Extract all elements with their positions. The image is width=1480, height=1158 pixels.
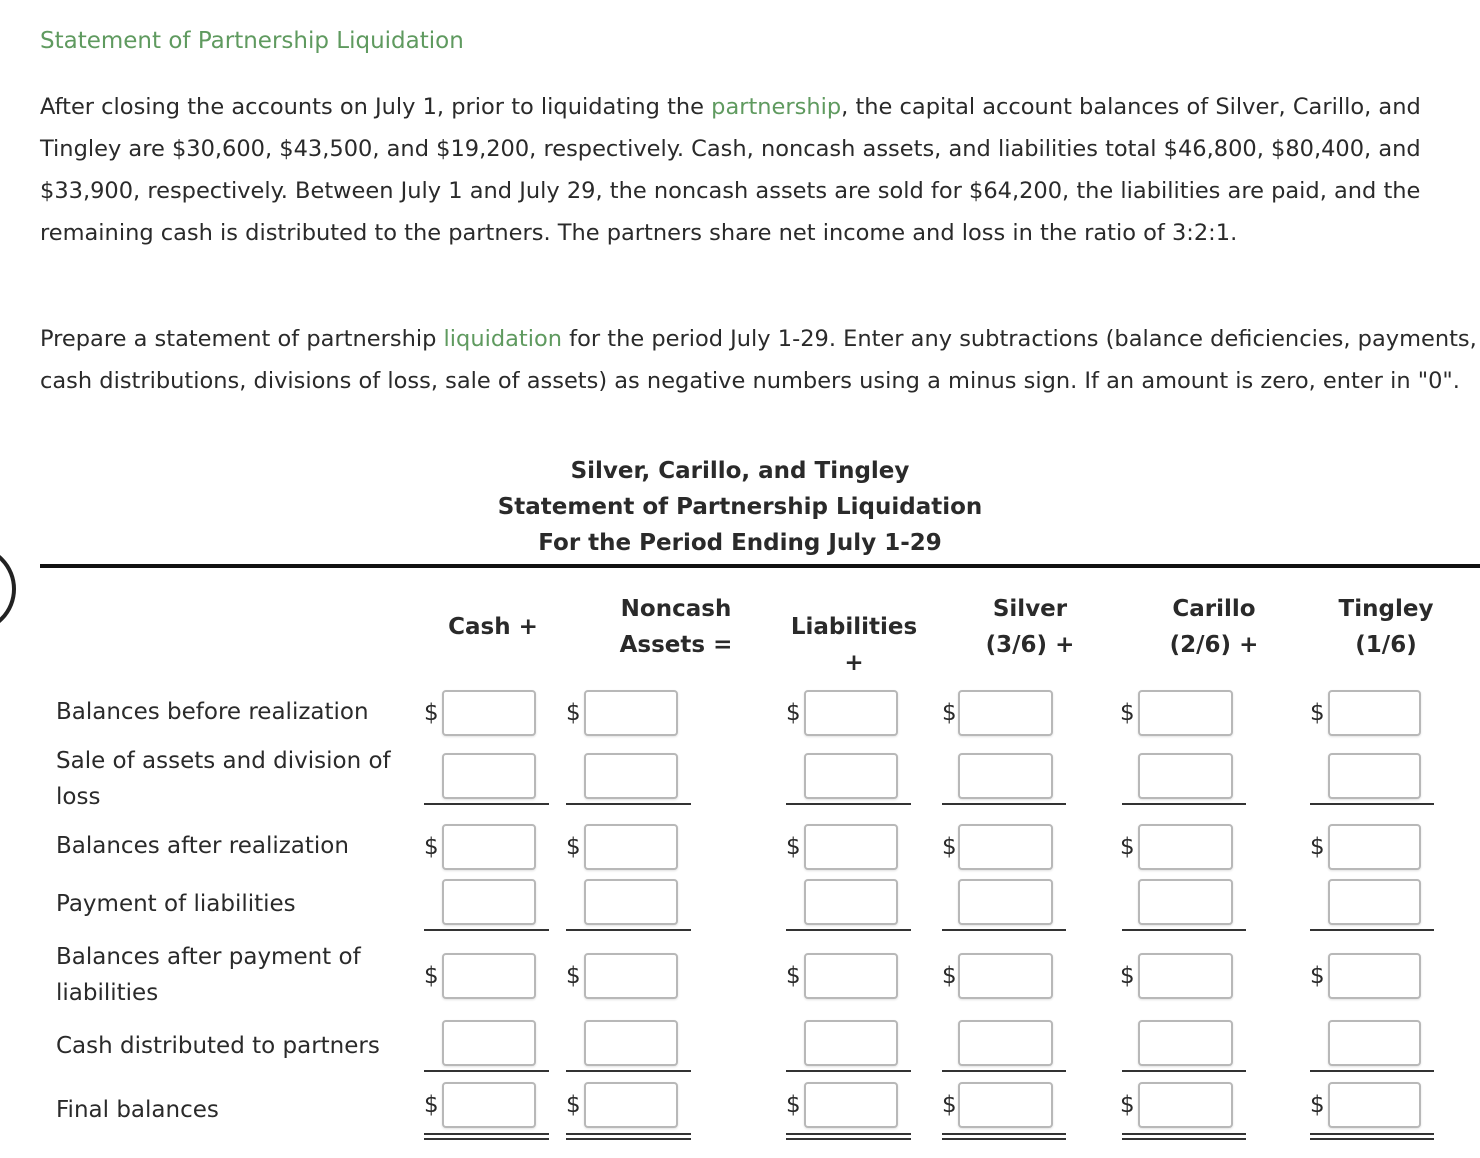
input-r4-silver[interactable] (958, 879, 1053, 925)
dollar-sign: $ (942, 700, 957, 726)
input-r7-silver[interactable] (958, 1082, 1053, 1128)
input-r7-tingley[interactable] (1328, 1082, 1421, 1128)
page-title: Statement of Partnership Liquidation (40, 28, 464, 54)
column-header-noncash-assets: Noncash Assets = (619, 596, 733, 658)
total-underline (1310, 929, 1434, 931)
input-r2-cash[interactable] (442, 753, 536, 799)
row-label-payment-of-liabilities: Payment of liabilities (56, 891, 296, 917)
input-r2-carillo[interactable] (1138, 753, 1233, 799)
row-label-final-balances: Final balances (56, 1097, 219, 1123)
input-r1-carillo[interactable] (1138, 690, 1233, 736)
input-r1-liabilities[interactable] (804, 690, 898, 736)
problem-text-end: , the capital account balances of Silver, Carillo, and Tingley are $30,600, $43,500, and $19,200, respectively. Cash, noncash assets, and liabilities total $46,800, $80,400, and $33,900, respectively. Between July 1 and July 29, the noncash assets are sold for $64,200, the liabilities are paid, and the remaining cash is distributed to the partners. The partners share net income and loss in the ratio of 3:2:1. (40, 94, 1421, 246)
dollar-sign: $ (1120, 834, 1135, 860)
column-header-silver: Silver (3/6) + (985, 596, 1075, 658)
total-underline (942, 1070, 1066, 1072)
input-r5-carillo[interactable] (1138, 953, 1233, 999)
total-underline (424, 1070, 549, 1072)
partnership-link[interactable]: partnership (711, 94, 842, 120)
dollar-sign: $ (942, 963, 957, 989)
dollar-sign: $ (424, 700, 439, 726)
column-header-carillo: Carillo (2/6) + (1169, 596, 1259, 658)
input-r4-tingley[interactable] (1328, 879, 1421, 925)
total-underline (1310, 1070, 1434, 1072)
total-underline (566, 929, 691, 931)
input-r2-silver[interactable] (958, 753, 1053, 799)
input-r7-noncash[interactable] (584, 1082, 678, 1128)
dollar-sign: $ (786, 963, 801, 989)
input-r5-noncash[interactable] (584, 953, 678, 999)
total-underline (424, 803, 549, 805)
statement-company: Silver, Carillo, and Tingley (570, 458, 910, 484)
double-underline (1310, 1133, 1434, 1140)
input-r4-cash[interactable] (442, 879, 536, 925)
total-underline (942, 929, 1066, 931)
input-r2-liabilities[interactable] (804, 753, 898, 799)
input-r5-cash[interactable] (442, 953, 536, 999)
double-underline (942, 1133, 1066, 1140)
row-label-cash-distributed: Cash distributed to partners (56, 1033, 380, 1059)
double-underline (424, 1133, 549, 1140)
row-label-balances-after-payment: Balances after payment of liabilities (56, 944, 361, 1006)
double-underline (566, 1133, 691, 1140)
dollar-sign: $ (1310, 834, 1325, 860)
total-underline (786, 803, 911, 805)
input-r5-silver[interactable] (958, 953, 1053, 999)
instructions-text-start: Prepare a statement of partnership (40, 326, 444, 352)
statement-name: Statement of Partnership Liquidation (497, 494, 983, 520)
input-r6-silver[interactable] (958, 1020, 1053, 1066)
double-underline (1122, 1133, 1246, 1140)
row-label-balances-before-realization: Balances before realization (56, 699, 369, 725)
input-r6-carillo[interactable] (1138, 1020, 1233, 1066)
input-r3-cash[interactable] (442, 824, 536, 870)
total-underline (786, 929, 911, 931)
circle-marker (0, 545, 16, 633)
dollar-sign: $ (786, 1092, 801, 1118)
dollar-sign: $ (566, 963, 581, 989)
dollar-sign: $ (1310, 1092, 1325, 1118)
row-label-balances-after-realization: Balances after realization (56, 833, 349, 859)
dollar-sign: $ (566, 834, 581, 860)
total-underline (424, 929, 549, 931)
input-r6-noncash[interactable] (584, 1020, 678, 1066)
liquidation-link[interactable]: liquidation (443, 326, 562, 352)
total-underline (1122, 803, 1246, 805)
total-underline (1122, 1070, 1246, 1072)
input-r6-cash[interactable] (442, 1020, 536, 1066)
input-r6-liabilities[interactable] (804, 1020, 898, 1066)
double-underline (786, 1133, 911, 1140)
input-r5-tingley[interactable] (1328, 953, 1421, 999)
total-underline (942, 803, 1066, 805)
input-r5-liabilities[interactable] (804, 953, 898, 999)
input-r4-carillo[interactable] (1138, 879, 1233, 925)
statement-period: For the Period Ending July 1-29 (538, 530, 942, 556)
input-r1-cash[interactable] (442, 690, 536, 736)
dollar-sign: $ (566, 1092, 581, 1118)
dollar-sign: $ (1120, 1092, 1135, 1118)
total-underline (566, 803, 691, 805)
total-underline (1122, 929, 1246, 931)
input-r7-liabilities[interactable] (804, 1082, 898, 1128)
total-underline (786, 1070, 911, 1072)
input-r1-silver[interactable] (958, 690, 1053, 736)
problem-text-start: After closing the accounts on July 1, prior to liquidating the (40, 94, 712, 120)
input-r3-silver[interactable] (958, 824, 1053, 870)
column-header-cash: Cash + (448, 614, 538, 640)
dollar-sign: $ (1310, 963, 1325, 989)
instructions-text-end: for the period July 1-29. Enter any subtractions (balance deficiencies, payments, cash distributions, divisions of loss, sale of assets) as negative numbers using a minus sign. If an amount is zero, enter in "0". (40, 326, 1477, 394)
input-r7-cash[interactable] (442, 1082, 536, 1128)
input-r2-noncash[interactable] (584, 753, 678, 799)
dollar-sign: $ (942, 834, 957, 860)
input-r3-liabilities[interactable] (804, 824, 898, 870)
dollar-sign: $ (424, 1092, 439, 1118)
input-r2-tingley[interactable] (1328, 753, 1421, 799)
input-r3-tingley[interactable] (1328, 824, 1421, 870)
dollar-sign: $ (786, 834, 801, 860)
problem-text (40, 86, 1480, 254)
dollar-sign: $ (1120, 963, 1135, 989)
input-r7-carillo[interactable] (1138, 1082, 1233, 1128)
input-r1-tingley[interactable] (1328, 690, 1421, 736)
total-underline (1310, 803, 1434, 805)
dollar-sign: $ (424, 963, 439, 989)
input-r4-noncash[interactable] (584, 879, 678, 925)
input-r3-noncash[interactable] (584, 824, 678, 870)
row-label-sale-of-assets: Sale of assets and division of loss (56, 748, 391, 810)
total-underline (566, 1070, 691, 1072)
instructions-text (40, 318, 1480, 402)
dollar-sign: $ (566, 700, 581, 726)
header-rule (40, 564, 1480, 568)
dollar-sign: $ (1120, 700, 1135, 726)
dollar-sign: $ (1310, 700, 1325, 726)
input-r6-tingley[interactable] (1328, 1020, 1421, 1066)
dollar-sign: $ (786, 700, 801, 726)
input-r1-noncash[interactable] (584, 690, 678, 736)
dollar-sign: $ (424, 834, 439, 860)
input-r3-carillo[interactable] (1138, 824, 1233, 870)
column-header-tingley: Tingley (1/6) (1338, 596, 1434, 658)
input-r4-liabilities[interactable] (804, 879, 898, 925)
column-header-liabilities: Liabilities + (790, 614, 918, 676)
dollar-sign: $ (942, 1092, 957, 1118)
